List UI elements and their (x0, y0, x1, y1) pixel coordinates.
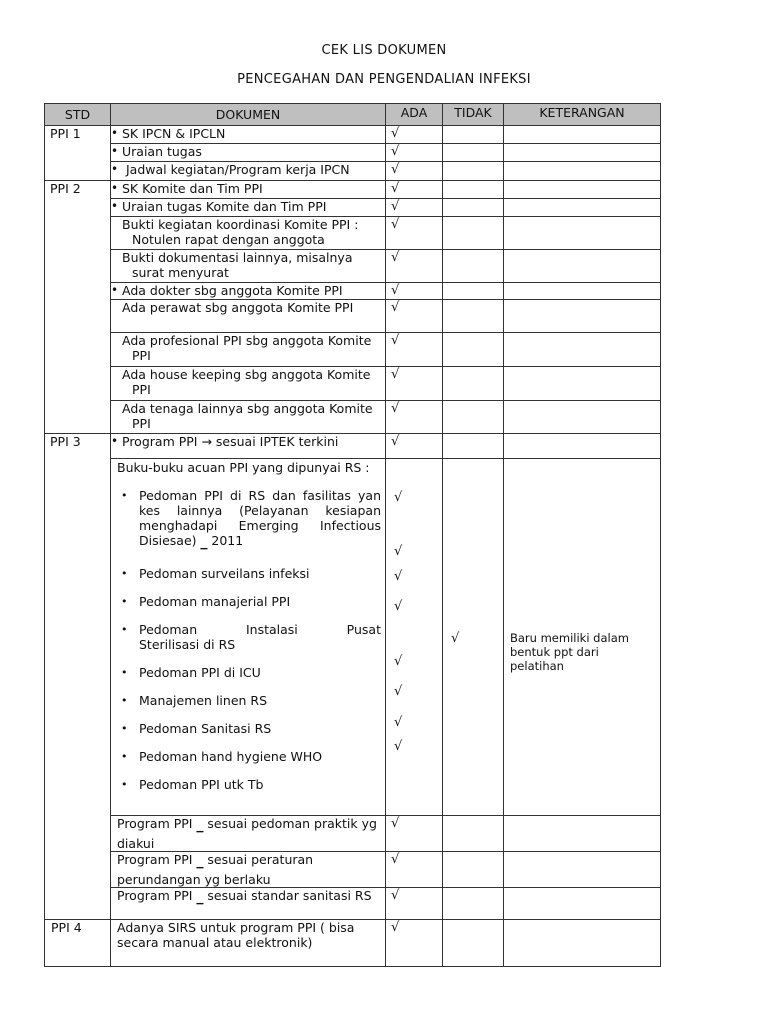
doc-cell: Program PPI ▁ sesuai peraturan perundangan yg berlaku (111, 852, 386, 888)
keterangan-cell (504, 920, 661, 967)
ada-check: √ (394, 684, 403, 699)
ada-check: √ (386, 144, 443, 162)
references-intro: Buku-buku acuan PPI yang dipunyai RS : (117, 460, 370, 475)
ada-check: √ (386, 199, 443, 217)
doc-cell (111, 401, 386, 434)
std-cell-ppi3: PPI 3 (45, 434, 111, 920)
ada-check: √ (386, 283, 443, 300)
reference-item: • Pedoman Sanitasi RS (117, 721, 385, 736)
ada-check: √ (386, 401, 443, 434)
keterangan-cell (504, 816, 661, 852)
col-ada-header: ADA (386, 104, 443, 126)
doc-item: • Uraian tugas (116, 144, 385, 159)
doc-cell (111, 434, 386, 459)
table-row (45, 888, 661, 920)
tidak-cell (443, 283, 504, 300)
document-title: CEK LIS DOKUMEN (321, 43, 447, 58)
keterangan-cell (504, 181, 661, 199)
doc-cell (111, 126, 386, 144)
ada-check: √ (386, 162, 443, 181)
tidak-cell (443, 300, 504, 333)
doc-item: • Jadwal kegiatan/Program kerja IPCN (116, 162, 385, 177)
ada-check: √ (386, 333, 443, 367)
ada-check: √ (386, 852, 443, 888)
reference-text: Pedoman PPI di RS dan fasilitas yan kes lainnya (Pelayanan kesiapan menghadapi Emerging Infectious Disiesae) (139, 488, 381, 548)
tidak-cell (443, 126, 504, 144)
reference-item: • Manajemen linen RS (117, 693, 385, 708)
doc-cell (111, 300, 386, 333)
tidak-cell (443, 181, 504, 199)
doc-item: • Bukti kegiatan koordinasi Komite PPI : Notulen rapat dengan anggota (116, 217, 385, 247)
tidak-cell (443, 888, 504, 920)
doc-item: • SK IPCN & IPCLN (116, 126, 385, 141)
doc-cell-references (111, 459, 386, 816)
keterangan-cell (504, 283, 661, 300)
doc-item: • SK Komite dan Tim PPI (116, 181, 385, 196)
checklist-table (44, 103, 661, 967)
document-subtitle: PENCEGAHAN DAN PENGENDALIAN INFEKSI (237, 72, 531, 87)
doc-cell (111, 181, 386, 199)
col-std-header: STD (45, 104, 111, 126)
keterangan-cell (504, 217, 661, 250)
doc-cell (111, 199, 386, 217)
doc-cell: Adanya SIRS untuk program PPI ( bisa secara manual atau elektronik) (111, 920, 386, 967)
keterangan-cell (504, 852, 661, 888)
ada-check: √ (386, 434, 443, 459)
reference-item: • Pedoman PPI di ICU (117, 665, 385, 680)
ada-check: √ (386, 126, 443, 144)
reference-item: • Pedoman PPI di RS dan fasilitas yan kes lainnya (Pelayanan kesiapan menghadapi Emerging Infectious Disiesae) ▁ 2011 (117, 488, 385, 553)
ada-check: √ (386, 181, 443, 199)
table-row (45, 283, 661, 300)
ada-check: √ (386, 217, 443, 250)
reference-item: • Pedoman hand hygiene WHO (117, 749, 385, 764)
ada-checks-references (386, 459, 443, 816)
tidak-cell (443, 852, 504, 888)
tidak-check: √ (451, 631, 460, 646)
table-row (45, 920, 661, 967)
keterangan-cell (504, 333, 661, 367)
doc-cell (111, 144, 386, 162)
tidak-cell (443, 199, 504, 217)
table-row (45, 144, 661, 162)
keterangan-cell (504, 367, 661, 401)
col-dokumen-header: DOKUMEN (111, 104, 386, 126)
doc-cell: Program PPI ▁ sesuai pedoman praktik yg diakui (111, 816, 386, 852)
doc-cell (111, 283, 386, 300)
table-row (45, 199, 661, 217)
reference-item: • Pedoman Instalasi Pusat Sterilisasi di RS (117, 622, 385, 652)
doc-cell (111, 217, 386, 250)
keterangan-cell (504, 144, 661, 162)
tidak-cell (443, 816, 504, 852)
doc-item: • Uraian tugas Komite dan Tim PPI (116, 199, 385, 214)
tidak-cell (443, 250, 504, 283)
doc-item: sesuai standar sanitasi RS (207, 888, 372, 903)
tidak-cell (443, 162, 504, 181)
reference-item: • Pedoman manajerial PPI (117, 594, 385, 609)
doc-cell (111, 162, 386, 181)
reference-text: Sterilisasi di RS (139, 637, 236, 652)
keterangan-cell (504, 300, 661, 333)
reference-item: • Pedoman PPI utk Tb (117, 777, 385, 792)
keterangan-cell (504, 434, 661, 459)
keterangan-note: Baru memiliki dalam bentuk ppt dari pelatihan (510, 631, 629, 673)
tidak-cell (443, 144, 504, 162)
doc-cell: Program PPI ▁ sesuai standar sanitasi RS (111, 888, 386, 920)
table-row (45, 181, 661, 199)
ada-check: √ (394, 715, 403, 730)
table-row (45, 300, 661, 333)
doc-item: • Bukti dokumentasi lainnya, misalnya surat menyurat (116, 250, 385, 280)
table-row (45, 250, 661, 283)
table-row (45, 852, 661, 888)
doc-item: • Ada profesional PPI sbg anggota Komite PPI (116, 333, 385, 363)
ada-check: √ (394, 654, 403, 669)
ada-check: √ (394, 544, 403, 559)
tidak-cell (443, 333, 504, 367)
ada-check: √ (386, 367, 443, 401)
keterangan-cell-references (504, 459, 661, 816)
keterangan-cell (504, 126, 661, 144)
col-tidak-header: TIDAK (443, 104, 504, 126)
table-row (45, 459, 661, 816)
doc-item: • Ada tenaga lainnya sbg anggota Komite PPI (116, 401, 385, 431)
tidak-cell (443, 434, 504, 459)
table-row (45, 217, 661, 250)
ada-check: √ (386, 250, 443, 283)
ada-check: √ (386, 816, 443, 852)
table-row (45, 816, 661, 852)
tidak-cell (443, 367, 504, 401)
doc-item: • Program PPI → sesuai IPTEK terkini (116, 434, 385, 449)
ada-check: √ (386, 300, 443, 333)
ada-check: √ (386, 888, 443, 920)
tidak-cell (443, 217, 504, 250)
ada-check: √ (394, 569, 403, 584)
keterangan-cell (504, 162, 661, 181)
doc-item: • Ada house keeping sbg anggota Komite PPI (116, 367, 385, 397)
table-row (45, 367, 661, 401)
doc-cell (111, 333, 386, 367)
table-row (45, 126, 661, 144)
col-keterangan-header: KETERANGAN (504, 104, 661, 126)
ada-check: √ (394, 490, 403, 505)
ada-check: √ (386, 920, 443, 967)
doc-cell (111, 367, 386, 401)
doc-item: • Ada dokter sbg anggota Komite PPI (116, 283, 385, 298)
tidak-cell (443, 920, 504, 967)
std-cell-ppi2: PPI 2 (45, 181, 111, 434)
reference-year: 2011 (211, 533, 244, 548)
table-row (45, 333, 661, 367)
doc-cell (111, 250, 386, 283)
tidak-cell-references (443, 459, 504, 816)
ada-check: √ (394, 599, 403, 614)
table-row (45, 434, 661, 459)
table-row (45, 401, 661, 434)
table-row (45, 162, 661, 181)
keterangan-cell (504, 888, 661, 920)
doc-item: sesuai peraturan perundangan yg berlaku (117, 852, 314, 887)
reference-item: • Pedoman surveilans infeksi (117, 566, 385, 581)
tidak-cell (443, 401, 504, 434)
doc-item: • Ada perawat sbg anggota Komite PPI (116, 300, 385, 315)
doc-item: sesuai pedoman praktik yg diakui (117, 816, 377, 851)
ada-check: √ (394, 739, 403, 754)
table-header-row (45, 104, 661, 126)
std-cell-ppi4: PPI 4 (45, 920, 111, 967)
std-cell-ppi1: PPI 1 (45, 126, 111, 181)
references-list (117, 488, 385, 792)
keterangan-cell (504, 199, 661, 217)
keterangan-cell (504, 250, 661, 283)
keterangan-cell (504, 401, 661, 434)
